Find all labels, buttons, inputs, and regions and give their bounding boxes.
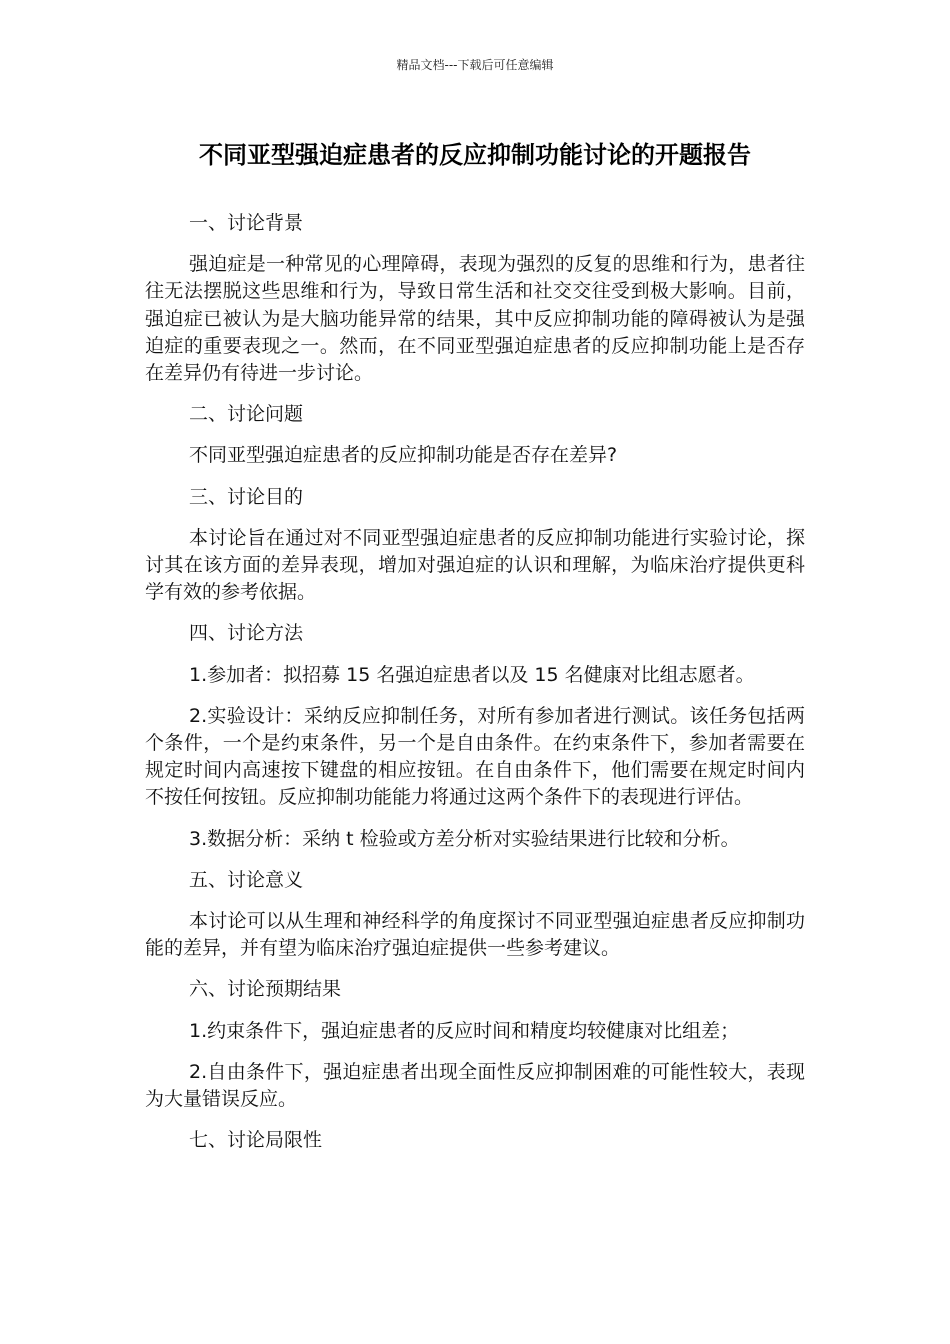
section-heading-purpose: 三、讨论目的 [189,485,304,508]
section-heading-expected-results: 六、讨论预期结果 [189,978,342,1001]
section-heading-background: 一、讨论背景 [189,212,304,234]
paragraph-background: 强迫症是一种常见的心理障碍，表现为强烈的反复的思维和行为，患者往往无法摆脱这些思维和行为，导致日常生活和社交交往受到极大影响。目前，强迫症已被认为是大脑功能异常的结果，其中反应抑制功能的障碍被认为是强迫症的重要表现之一。然而，在不同亚型强迫症患者的反应抑制功能上是否存在差异仍有待进一步讨论。 [145,253,805,385]
paragraph-method-participants: 1.参加者：拟招募 15 名强迫症患者以及 15 名健康对比组志愿者。 [189,663,755,686]
paragraph-purpose: 本讨论旨在通过对不同亚型强迫症患者的反应抑制功能进行实验讨论，探讨其在该方面的差异表现，增加对强迫症的认识和理解，为临床治疗提供更科学有效的参考依据。 [145,526,805,604]
section-heading-significance: 五、讨论意义 [189,868,304,891]
section-heading-limitations: 七、讨论局限性 [189,1129,323,1152]
paragraph-expected-result-1: 1.约束条件下，强迫症患者的反应时间和精度均较健康对比组差； [189,1019,740,1042]
paragraph-significance: 本讨论可以从生理和神经科学的角度探讨不同亚型强迫症患者反应抑制功能的差异，并有望为临床治疗强迫症提供一些参考建议。 [145,910,805,960]
header-note: 精品文档---下载后可任意编辑 [396,58,554,72]
paragraph-method-design: 2.实验设计：采纳反应抑制任务，对所有参加者进行测试。该任务包括两个条件，一个是约束条件，另一个是自由条件。在约束条件下，参加者需要在规定时间内高速按下键盘的相应按钮。在自由条件下，他们需要在规定时间内不按任何按钮。反应抑制功能能力将通过这两个条件下的表现进行评估。 [145,704,805,809]
paragraph-question: 不同亚型强迫症患者的反应抑制功能是否存在差异? [189,444,618,467]
paragraph-method-analysis: 3.数据分析：采纳 t 检验或方差分析对实验结果进行比较和分析。 [189,827,740,850]
section-heading-question: 二、讨论问题 [189,403,304,426]
document-title: 不同亚型强迫症患者的反应抑制功能讨论的开题报告 [199,141,751,169]
section-heading-method: 四、讨论方法 [189,622,304,645]
paragraph-expected-result-2: 2.自由条件下，强迫症患者出现全面性反应抑制困难的可能性较大，表现为大量错误反应。 [145,1060,805,1111]
document-body [145,210,805,1168]
